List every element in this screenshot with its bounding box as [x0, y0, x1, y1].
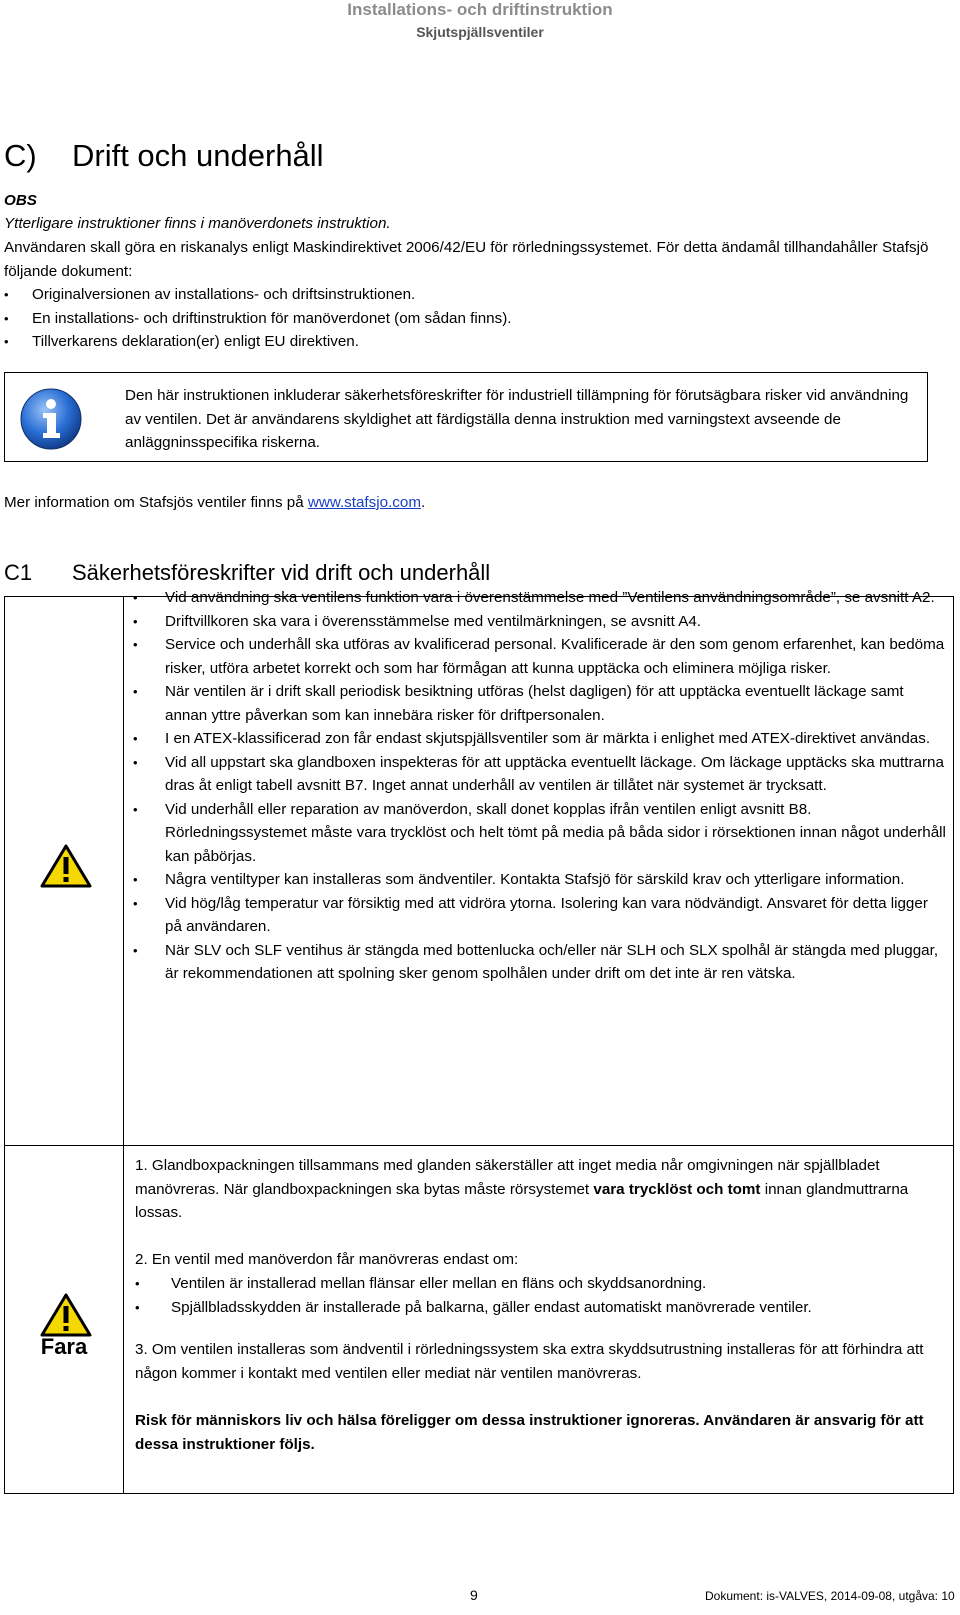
danger-conditions-list: [135, 1272, 945, 1319]
section-title: Drift och underhåll: [72, 138, 324, 173]
obs-label: OBS: [4, 192, 37, 209]
table-row-divider: [5, 1145, 953, 1146]
danger-paragraph-3: 3. Om ventilen installeras som ändventil i rörledningssystem ska extra skyddsutrustning installeras för att förhindra att någon kommer i kontakt med ventilen eller mediat när ventilen manövreras.: [135, 1341, 924, 1382]
list-item: • Vid underhåll eller reparation av manöverdon, skall donet kopplas ifrån ventilen enligt avsnitt B8. Rörledningssystemet måste vara trycklöst och helt tömt på media på båda sidor i rörsektionen innan något underhåll kan påbörjas.: [133, 798, 948, 869]
list-item: • När SLV och SLF ventihus är stängda med bottenlucka och/eller när SLH och SLX spolhål är stängda med pluggar, är rekommendationen att spolning sker genom spolhålen under drift om det inte är ren vätska.: [133, 939, 948, 986]
info-box: [4, 372, 928, 462]
section-number: C): [4, 138, 37, 173]
document-header-subtitle: Skjutspjällsventiler: [416, 24, 544, 40]
document-info: Dokument: is-VALVES, 2014-09-08, utgåva: 10: [705, 1589, 955, 1603]
list-item: • Service och underhåll ska utföras av kvalificerad personal. Kvalificerade är den som genom erfarenhet, kan bedöma risker, utföra arbetet korrekt och som har förmågan att kunna upptäcka och eliminera möjliga risker.: [133, 633, 948, 680]
more-info-end: .: [420, 494, 426, 511]
danger-label: Fara: [40, 1334, 88, 1359]
website-link[interactable]: www.stafsjo.com: [307, 494, 421, 511]
list-item: • Vid hög/låg temperatur var försiktig med att vidröra ytorna. Isolering kan vara nödvändigt. Ansvaret för detta ligger på användaren.: [133, 892, 948, 939]
danger-1-end: innan glandmuttrarna lossas.: [135, 1180, 909, 1221]
list-item: • Originalversionen av installations- och driftsinstruktionen.: [4, 283, 934, 307]
danger-paragraph-2: 2. En ventil med manöverdon får manövreras endast om:: [135, 1251, 519, 1268]
list-item: • Vid användning ska ventilens funktion vara i överenstämmelse med ”Ventilens användningsområde”, se avsnitt A2.: [133, 586, 948, 610]
warning-triangle-icon: [39, 843, 93, 894]
list-item: • När ventilen är i drift skall periodisk besiktning utföras (helst dagligen) för att upptäcka eventuellt läckage samt annan yttre påverkan som kan innebära risker för driftpersonalen.: [133, 680, 948, 727]
table-column-divider: [123, 597, 124, 1493]
intro-paragraph: Användaren skall göra en riskanalys enligt Maskindirektivet 2006/42/EU för rörledningssystemet. För detta ändamål tillhandahåller Stafsjö följande dokument:: [4, 239, 929, 280]
safety-table: [4, 589, 954, 1494]
list-item: • Några ventiltyper kan installeras som ändventiler. Kontakta Stafsjö för särskild krav och ytterligare information.: [133, 868, 948, 892]
section-heading: [0, 138, 960, 178]
danger-warning-text: Risk för människors liv och hälsa föreligger om dessa instruktioner ignoreras. Användaren är ansvarig för att dessa instruktioner följs.: [135, 1412, 924, 1453]
list-item: • I en ATEX-klassificerad zon får endast skjutspjällsventiler som är märkta i enlighet med ATEX-direktivet användas.: [133, 727, 948, 751]
danger-warning-statement: [135, 1409, 945, 1456]
list-item: • Tillverkarens deklaration(er) enligt EU direktiven.: [4, 330, 934, 354]
page-number: 9: [470, 1587, 478, 1603]
safety-rules-list: [133, 586, 948, 986]
more-info-text: Mer information om Stafsjös ventiler finns på: [4, 494, 308, 511]
info-icon: [19, 387, 83, 456]
documents-list: [4, 283, 934, 354]
list-item: • Driftvillkoren ska vara i överensstämmelse med ventilmärkningen, se avsnitt A4.: [133, 610, 948, 634]
document-header-title: Installations- och driftinstruktion: [347, 0, 613, 19]
list-item: • En installations- och driftinstruktion för manöverdonet (om sådan finns).: [4, 307, 934, 331]
more-info-line: [4, 491, 425, 515]
danger-1-bold: vara trycklöst och tomt: [593, 1180, 761, 1198]
list-item: • Ventilen är installerad mellan flänsar eller mellan en fläns och skyddsanordning.: [135, 1272, 945, 1296]
subsection-number: C1: [4, 560, 33, 585]
danger-paragraph-1: [135, 1154, 945, 1225]
list-item: • Spjällbladsskydden är installerade på balkarna, gäller endast automatiskt manövrerade ventiler.: [135, 1296, 945, 1320]
danger-1-text: 1. Glandboxpackningen tillsammans med glanden säkerställer att inget media når omgivningen när spjällbladet manövreras. När glandboxpackningen ska bytas måste rörsystemet: [135, 1157, 880, 1198]
list-item: • Vid all uppstart ska glandboxen inspekteras för att upptäcka eventuellt läckage. Om läckage upptäcks ska muttrarna dras åt enligt tabell avsnitt B7. Inget annat underhåll av ventilen är tillåtet när systemet är trycksatt.: [133, 751, 948, 798]
obs-note: Ytterligare instruktioner finns i manöverdonets instruktion.: [4, 215, 391, 232]
subsection-title: Säkerhetsföreskrifter vid drift och underhåll: [72, 560, 491, 585]
info-box-text: Den här instruktionen inkluderar säkerhetsföreskrifter för industriell tillämpning för förutsägbara risker vid användning av ventilen. Det är användarens skyldighet att färdigställa denna instruktion med varningstext avseende de anläggninsspecifika riskerna.: [125, 387, 909, 451]
